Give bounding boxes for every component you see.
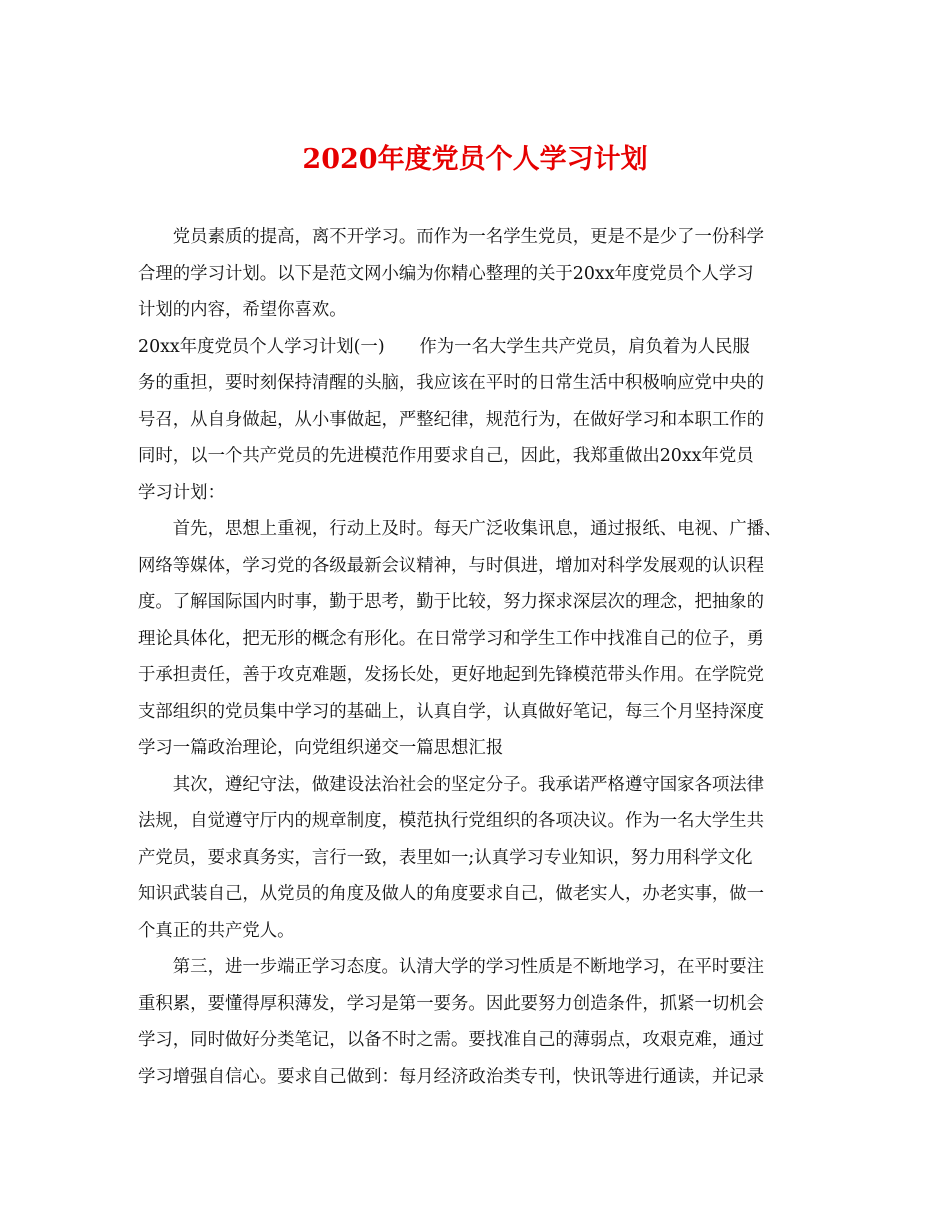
body-line: 其次，遵纪守法，做建设法治社会的坚定分子。我承诺严格遵守国家各项法律 (138, 774, 765, 795)
body-line: 产党员，要求真务实，言行一致，表里如一;认真学习专业知识，努力用科学文化 (138, 847, 753, 868)
body-line: 学习计划： (138, 482, 225, 503)
body-line: 学习，同时做好分类笔记，以备不时之需。要找准自己的薄弱点，攻艰克难，通过 (138, 1030, 765, 1050)
body-line: 计划的内容，希望你喜欢。 (138, 300, 347, 320)
body-line: 网络等媒体，学习党的各级最新会议精神，与时俱进，增加对科学发展观的认识程 (138, 555, 765, 576)
body-line: 法规，自觉遵守厅内的规章制度，模范执行党组织的各项决议。作为一名大学生共 (138, 811, 765, 831)
body-line: 第三，进一步端正学习态度。认清大学的学习性质是不断地学习，在平时要注 (138, 957, 765, 977)
body-line: 重积累，要懂得厚积薄发，学习是第一要务。因此要努力创造条件，抓紧一切机会 (138, 993, 765, 1014)
body-line: 支部组织的党员集中学习的基础上，认真自学，认真做好笔记，每三个月坚持深度 (138, 701, 765, 722)
body-line: 20xx年度党员个人学习计划(一) 作为一名大学生共产党员，肩负着为人民服 (138, 336, 750, 357)
body-line: 党员素质的提高，离不开学习。而作为一名学生党员，更是不是少了一份科学 (138, 227, 765, 247)
body-line: 同时，以一个共产党员的先进模范作用要求自己，因此，我郑重做出20xx年党员 (138, 446, 754, 466)
document-body (138, 219, 838, 1095)
body-line: 首先，思想上重视，行动上及时。每天广泛收集讯息，通过报纸、电视、广播、 (138, 519, 782, 539)
body-line: 度。了解国际国内时事，勤于思考，勤于比较，努力探求深层次的理念，把抽象的 (138, 592, 765, 612)
body-line: 号召，从自身做起，从小事做起，严整纪律，规范行为，在做好学习和本职工作的 (138, 409, 765, 430)
body-line: 于承担责任，善于攻克难题，发扬长处，更好地起到先锋模范带头作用。在学院党 (138, 665, 765, 685)
body-line: 务的重担，要时刻保持清醒的头脑，我应该在平时的日常生活中积极响应党中央的 (138, 373, 765, 393)
body-line: 学习增强自信心。要求自己做到：每月经济政治类专刊，快讯等进行通读，并记录 (138, 1066, 765, 1087)
body-line: 知识武装自己，从党员的角度及做人的角度要求自己，做老实人，办老实事，做一 (138, 884, 765, 904)
body-line: 合理的学习计划。以下是范文网小编为你精心整理的关于20xx年度党员个人学习 (138, 263, 754, 284)
body-line: 个真正的共产党人。 (138, 920, 295, 941)
body-line: 学习一篇政治理论，向党组织递交一篇思想汇报 (138, 738, 504, 758)
document-title: 2020年度党员个人学习计划 (302, 144, 648, 175)
body-line: 理论具体化，把无形的概念有形化。在日常学习和学生工作中找准自己的位子，勇 (138, 628, 765, 649)
